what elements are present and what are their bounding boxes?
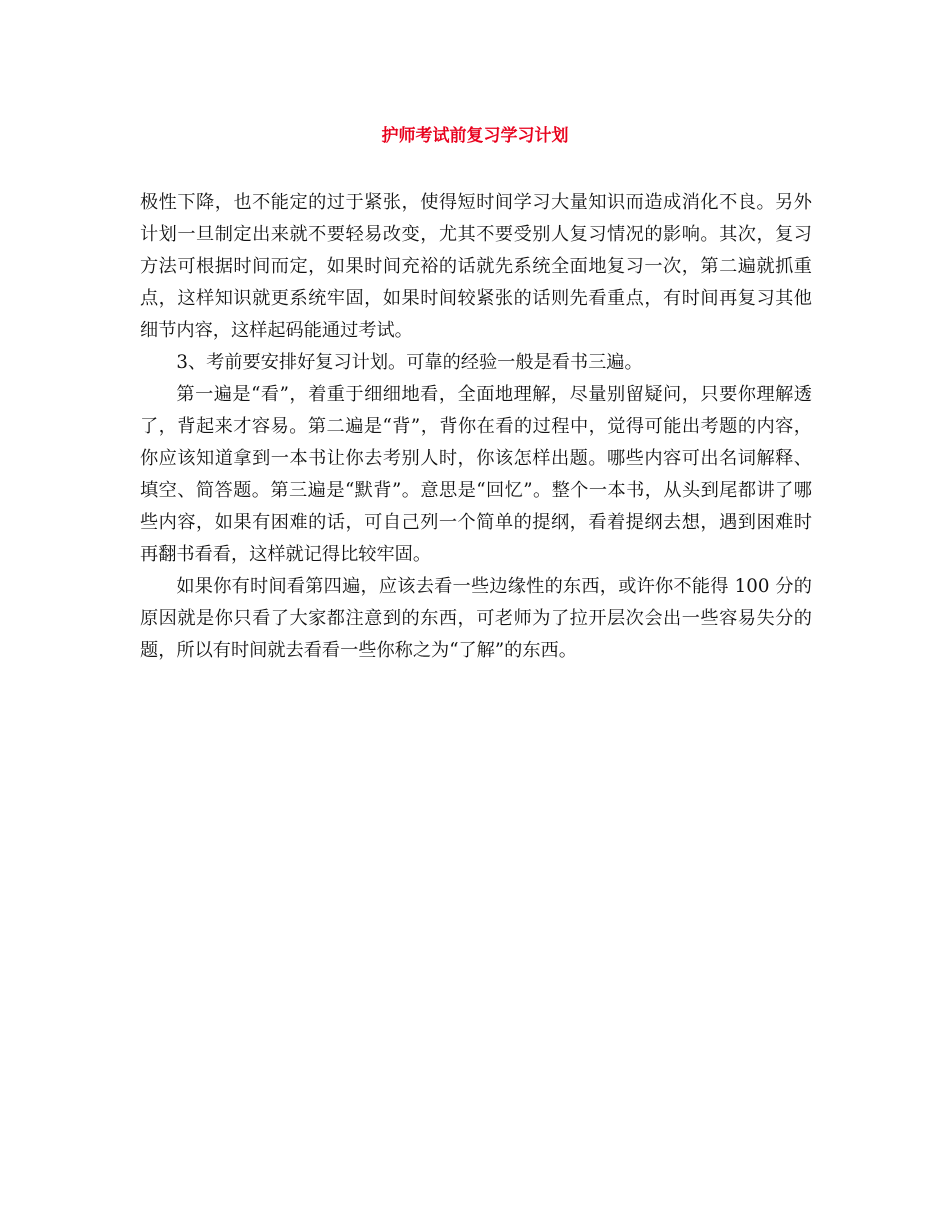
document-body	[140, 187, 812, 667]
paragraph-fourth-pass: 如果你有时间看第四遍，应该去看一些边缘性的东西，或许你不能得 100 分的原因就是你只看了大家都注意到的东西，可老师为了拉开层次会出一些容易失分的题，所以有时间就去看看一些你称之为“了解”的东西。	[140, 576, 812, 661]
paragraph-three-passes: 第一遍是“看”，着重于细细地看，全面地理解，尽量别留疑问，只要你理解透了，背起来才容易。第二遍是“背”，背你在看的过程中，觉得可能出考题的内容，你应该知道拿到一本书让你去考别人时，你该怎样出题。哪些内容可出名词解释、填空、简答题。第三遍是“默背”。意思是“回忆”。整个一本书，从头到尾都讲了哪些内容，如果有困难的话，可自己列一个简单的提纲，看着提纲去想，遇到困难时再翻书看看，这样就记得比较牢固。	[140, 384, 812, 565]
paragraph-continuation: 极性下降，也不能定的过于紧张，使得短时间学习大量知识而造成消化不良。另外计划一旦制定出来就不要轻易改变，尤其不要受别人复习情况的影响。其次，复习方法可根据时间而定，如果时间充裕的话就先系统全面地复习一次，第二遍就抓重点，这样知识就更系统牢固，如果时间较紧张的话则先看重点，有时间再复习其他细节内容，这样起码能通过考试。	[140, 192, 812, 341]
document-title: 护师考试前复习学习计划	[381, 126, 569, 146]
paragraph-item-3: 3、考前要安排好复习计划。可靠的经验一般是看书三遍。	[176, 352, 643, 373]
